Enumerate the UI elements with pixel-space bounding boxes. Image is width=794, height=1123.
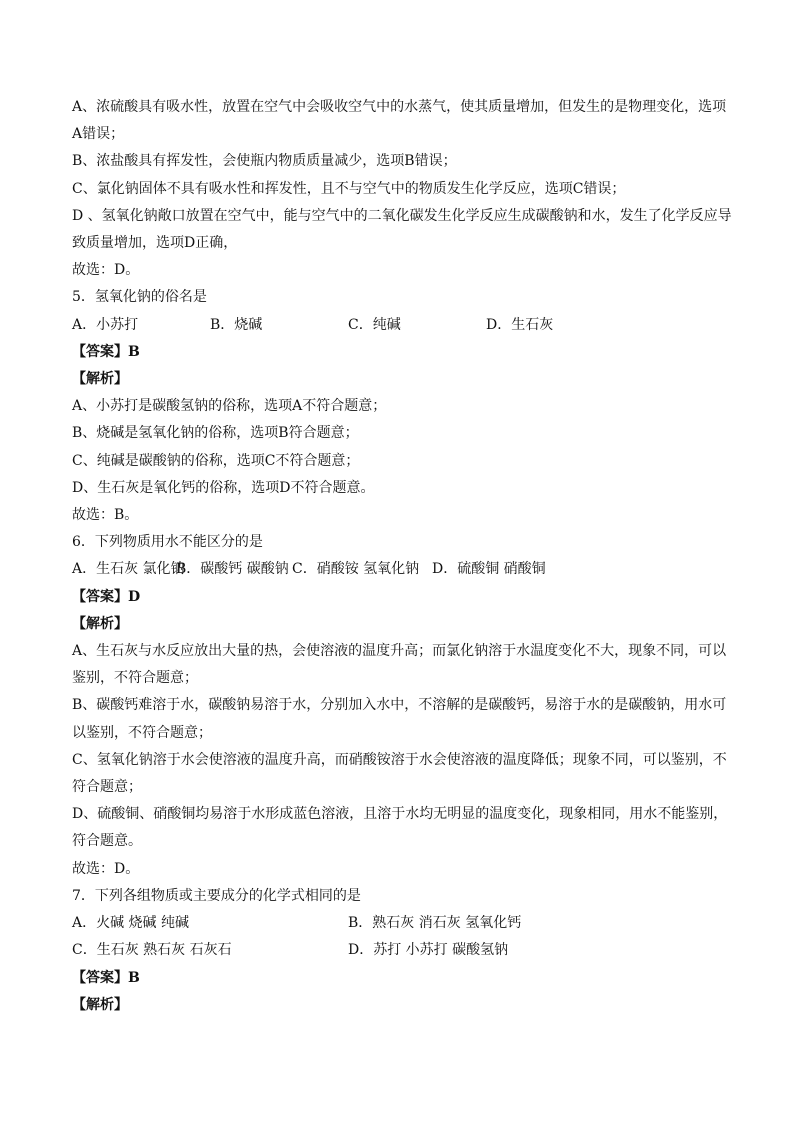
q6-option-a: A．生石灰 氯化钠	[72, 561, 185, 578]
q7-option-a: A．火碱 烧碱 纯碱	[72, 915, 190, 932]
q6-option-d: D．硫酸铜 硝酸铜	[432, 561, 546, 578]
q7-option-d: D．苏打 小苏打 碳酸氢钠	[348, 942, 509, 959]
q7-stem: 7．下列各组物质或主要成分的化学式相同的是	[72, 887, 361, 904]
q6-analysis-c: C、氢氧化钠溶于水会使溶液的温度升高，而硝酸铵溶于水会使溶液的温度降低；现象不同，可以鉴别，不符合题意；	[72, 751, 727, 796]
q5-option-b: B．烧碱	[210, 316, 263, 333]
q5-option-c: C．纯碱	[348, 316, 401, 333]
q6-analysis-label: 【解析】	[72, 615, 128, 632]
q6-option-b: B．碳酸钙 碳酸钠	[176, 561, 289, 578]
q6-choice: 故选：D。	[72, 860, 140, 877]
q5-option-a: A．小苏打	[72, 316, 139, 333]
q7-option-c: C．生石灰 熟石灰 石灰石	[72, 942, 232, 959]
q5-analysis-label: 【解析】	[72, 371, 128, 388]
q7-answer: 【答案】B	[72, 969, 140, 986]
q4-choice: 故选：D。	[72, 262, 140, 279]
q4-analysis-b: B、浓盐酸具有挥发性，会使瓶内物质质量减少，选项B错误；	[72, 153, 457, 170]
q4-analysis-c: C、氯化钠固体不具有吸水性和挥发性，且不与空气中的物质发生化学反应，选项C错误；	[72, 180, 626, 197]
q6-option-c: C．硝酸铵 氢氧化钠	[292, 561, 420, 578]
q6-analysis-d: D、硫酸铜、硝酸铜均易溶于水形成蓝色溶液，且溶于水均无明显的温度变化，现象相同，用水不能鉴别，符合题意。	[72, 806, 728, 850]
q7-analysis-label: 【解析】	[72, 996, 128, 1013]
q7-options-row-2	[72, 937, 732, 964]
q5-options	[72, 312, 732, 339]
q4-analysis-d: D 、氢氧化钠敞口放置在空气中，能与空气中的二氧化碳发生化学反应生成碳酸钠和水，发生了化学反应导致质量增加，选项D正确，	[72, 207, 732, 252]
q6-analysis-a: A、生石灰与水反应放出大量的热，会使溶液的温度升高；而氯化钠溶于水温度变化不大，现象不同，可以鉴别，不符合题意；	[72, 643, 727, 687]
q4-analysis-a: A、浓硫酸具有吸水性，放置在空气中会吸收空气中的水蒸气，使其质量增加，但发生的是物理变化，选项A错误；	[72, 99, 727, 143]
q5-answer: 【答案】B	[72, 343, 140, 360]
q6-answer: 【答案】D	[72, 588, 141, 605]
document-page	[72, 94, 732, 1019]
q6-options	[72, 556, 732, 583]
q5-analysis-a: A、小苏打是碳酸氢钠的俗称，选项A不符合题意；	[72, 398, 387, 415]
q5-option-d: D．生石灰	[486, 316, 554, 333]
q7-options-row-1	[72, 910, 732, 937]
q5-analysis-d: D、生石灰是氧化钙的俗称，选项D不符合题意。	[72, 479, 375, 496]
q5-choice: 故选：B。	[72, 507, 139, 524]
q7-option-b: B．熟石灰 消石灰 氢氧化钙	[348, 915, 522, 932]
q5-analysis-c: C、纯碱是碳酸钠的俗称，选项C不符合题意；	[72, 452, 360, 469]
q6-stem: 6．下列物质用水不能区分的是	[72, 534, 263, 551]
q5-analysis-b: B、烧碱是氢氧化钠的俗称，选项B符合题意；	[72, 425, 359, 442]
q6-analysis-b: B、碳酸钙难溶于水，碳酸钠易溶于水，分别加入水中，不溶解的是碳酸钙，易溶于水的是碳酸钠，用水可以鉴别，不符合题意；	[72, 697, 727, 741]
q5-stem: 5．氢氧化钠的俗名是	[72, 289, 207, 306]
